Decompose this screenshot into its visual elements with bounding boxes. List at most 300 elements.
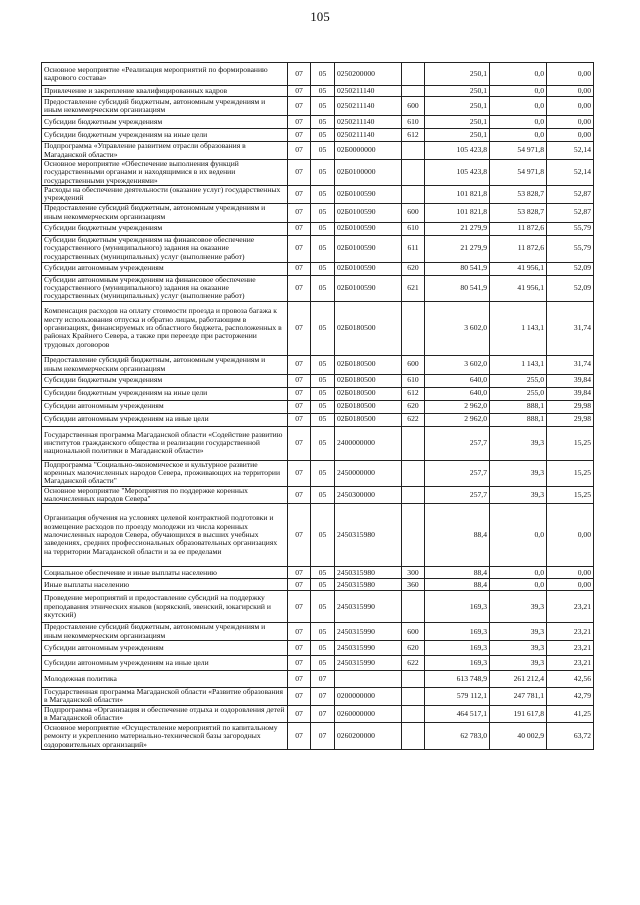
row-planned-amount: 80 541,9	[425, 262, 490, 275]
row-subsection: 05	[311, 656, 335, 671]
row-percent: 52,09	[547, 262, 594, 275]
row-planned-amount: 101 821,8	[425, 186, 490, 204]
table-row	[42, 116, 594, 129]
budget-table-body	[42, 63, 594, 750]
row-expense-type	[402, 301, 425, 355]
row-actual-amount: 39,3	[490, 486, 547, 504]
row-subsection: 05	[311, 387, 335, 400]
row-planned-amount: 464 517,1	[425, 705, 490, 723]
budget-table	[41, 62, 594, 750]
row-target-code: 2450315990	[335, 623, 402, 641]
row-section: 07	[288, 203, 311, 222]
table-row	[42, 235, 594, 262]
row-percent: 0,00	[547, 116, 594, 129]
row-target-code: 0250200000	[335, 63, 402, 86]
row-section: 07	[288, 387, 311, 400]
row-subsection: 05	[311, 222, 335, 235]
row-percent: 52,14	[547, 160, 594, 186]
row-planned-amount: 88,4	[425, 579, 490, 591]
row-subsection: 05	[311, 116, 335, 129]
row-actual-amount: 888,1	[490, 400, 547, 413]
row-planned-amount: 21 279,9	[425, 235, 490, 262]
row-expense-type: 620	[402, 641, 425, 656]
row-target-code: 02Б0100590	[335, 235, 402, 262]
table-row	[42, 186, 594, 204]
row-name: Предоставление субсидий бюджетным, автономным учреждениям и иным некоммерческим организациям	[42, 355, 288, 374]
row-percent: 23,21	[547, 641, 594, 656]
row-subsection: 05	[311, 142, 335, 160]
row-section: 07	[288, 275, 311, 301]
row-name: Субсидии автономным учреждениям на иные цели	[42, 656, 288, 671]
row-subsection: 05	[311, 641, 335, 656]
row-section: 07	[288, 235, 311, 262]
row-expense-type	[402, 723, 425, 750]
row-subsection: 07	[311, 705, 335, 723]
table-row	[42, 129, 594, 142]
row-target-code: 02Б0180500	[335, 374, 402, 387]
row-subsection: 05	[311, 186, 335, 204]
row-actual-amount: 39,3	[490, 623, 547, 641]
row-target-code: 02Б0100590	[335, 186, 402, 204]
row-expense-type: 300	[402, 567, 425, 579]
row-percent: 23,21	[547, 623, 594, 641]
row-expense-type: 610	[402, 374, 425, 387]
row-actual-amount: 1 143,1	[490, 301, 547, 355]
row-expense-type	[402, 142, 425, 160]
row-percent: 0,00	[547, 567, 594, 579]
row-target-code: 0250211140	[335, 129, 402, 142]
row-target-code: 2450315980	[335, 504, 402, 567]
row-expense-type: 622	[402, 413, 425, 426]
row-actual-amount: 888,1	[490, 413, 547, 426]
row-expense-type	[402, 688, 425, 706]
page-number: 105	[310, 9, 330, 24]
row-percent: 31,74	[547, 301, 594, 355]
row-section: 07	[288, 688, 311, 706]
row-target-code: 02Б0180500	[335, 413, 402, 426]
row-percent: 0,00	[547, 97, 594, 116]
row-planned-amount: 21 279,9	[425, 222, 490, 235]
row-planned-amount: 88,4	[425, 504, 490, 567]
row-target-code: 02Б0100590	[335, 275, 402, 301]
row-actual-amount: 39,3	[490, 591, 547, 623]
row-name: Субсидии бюджетным учреждениям на иные цели	[42, 129, 288, 142]
row-name: Молодежная политика	[42, 671, 288, 688]
row-subsection: 07	[311, 671, 335, 688]
row-percent: 0,00	[547, 63, 594, 86]
table-row	[42, 301, 594, 355]
row-name: Субсидии автономным учреждениям на финансовое обеспечение государственного (муниципального) задания на оказание государственных (муниципальных) услуг (выполнение работ)	[42, 275, 288, 301]
table-row	[42, 400, 594, 413]
row-target-code: 02Б0180500	[335, 387, 402, 400]
row-actual-amount: 0,0	[490, 504, 547, 567]
row-subsection: 05	[311, 160, 335, 186]
row-percent: 52,09	[547, 275, 594, 301]
row-planned-amount: 62 783,0	[425, 723, 490, 750]
row-subsection: 05	[311, 567, 335, 579]
row-section: 07	[288, 723, 311, 750]
row-actual-amount: 0,0	[490, 97, 547, 116]
row-actual-amount: 41 956,1	[490, 262, 547, 275]
row-planned-amount: 257,7	[425, 426, 490, 460]
row-expense-type: 610	[402, 116, 425, 129]
row-name: Основное мероприятие «Обеспечение выполнения функций государственными органами и находящимися в их ведении государственными учреждениями»	[42, 160, 288, 186]
table-row	[42, 160, 594, 186]
row-subsection: 05	[311, 591, 335, 623]
row-section: 07	[288, 374, 311, 387]
table-row	[42, 413, 594, 426]
row-actual-amount: 261 212,4	[490, 671, 547, 688]
row-subsection: 05	[311, 579, 335, 591]
row-section: 07	[288, 160, 311, 186]
row-section: 07	[288, 186, 311, 204]
row-section: 07	[288, 567, 311, 579]
row-target-code: 2450000000	[335, 460, 402, 486]
row-planned-amount: 105 423,8	[425, 142, 490, 160]
row-expense-type	[402, 460, 425, 486]
row-target-code: 02Б0100590	[335, 262, 402, 275]
row-name: Организация обучения на условиях целевой контрактной подготовки и возмещение расходов по проезду молодежи из числа коренных малочисленных народов Севера, обучающихся в высших учебных заведениях, средних профессиональных образовательных организациях на территории Магаданской области и за ее пределами	[42, 504, 288, 567]
row-name: Основное мероприятие «Реализация мероприятий по формированию кадрового состава»	[42, 63, 288, 86]
row-subsection: 05	[311, 426, 335, 460]
row-actual-amount: 39,3	[490, 641, 547, 656]
row-expense-type: 610	[402, 222, 425, 235]
row-percent: 52,87	[547, 186, 594, 204]
table-row	[42, 387, 594, 400]
row-section: 07	[288, 355, 311, 374]
row-planned-amount: 105 423,8	[425, 160, 490, 186]
row-subsection: 05	[311, 203, 335, 222]
row-name: Расходы на обеспечение деятельности (оказание услуг) государственных учреждений	[42, 186, 288, 204]
row-section: 07	[288, 579, 311, 591]
table-row	[42, 567, 594, 579]
row-planned-amount: 613 748,9	[425, 671, 490, 688]
row-actual-amount: 191 617,8	[490, 705, 547, 723]
row-section: 07	[288, 591, 311, 623]
row-percent: 0,00	[547, 579, 594, 591]
table-row	[42, 460, 594, 486]
row-name: Предоставление субсидий бюджетным, автономным учреждениям и иным некоммерческим организациям	[42, 623, 288, 641]
row-planned-amount: 101 821,8	[425, 203, 490, 222]
row-actual-amount: 0,0	[490, 579, 547, 591]
row-target-code: 2450315980	[335, 567, 402, 579]
row-name: Подпрограмма "Социально-экономическое и культурное развитие коренных малочисленных народов Севера, проживающих на территории Магаданской области"	[42, 460, 288, 486]
row-section: 07	[288, 426, 311, 460]
row-name: Предоставление субсидий бюджетным, автономным учреждениям и иным некоммерческим организациям	[42, 97, 288, 116]
row-expense-type: 612	[402, 387, 425, 400]
row-planned-amount: 257,7	[425, 486, 490, 504]
row-percent: 15,25	[547, 486, 594, 504]
row-expense-type: 612	[402, 129, 425, 142]
row-section: 07	[288, 301, 311, 355]
row-target-code: 02Б0180500	[335, 301, 402, 355]
row-name: Субсидии бюджетным учреждениям на финансовое обеспечение государственного (муниципального) задания на оказание государственных (муниципальных) услуг (выполнение работ)	[42, 235, 288, 262]
row-subsection: 07	[311, 723, 335, 750]
table-row	[42, 355, 594, 374]
row-actual-amount: 255,0	[490, 374, 547, 387]
row-expense-type	[402, 86, 425, 97]
row-name: Субсидии бюджетным учреждениям	[42, 116, 288, 129]
row-actual-amount: 11 872,6	[490, 235, 547, 262]
row-target-code: 2450315990	[335, 591, 402, 623]
table-row	[42, 656, 594, 671]
row-expense-type	[402, 504, 425, 567]
row-target-code: 02Б0100590	[335, 203, 402, 222]
row-planned-amount: 250,1	[425, 97, 490, 116]
table-row	[42, 275, 594, 301]
row-percent: 15,25	[547, 426, 594, 460]
row-percent: 55,79	[547, 235, 594, 262]
row-percent: 41,25	[547, 705, 594, 723]
row-planned-amount: 169,3	[425, 591, 490, 623]
row-subsection: 05	[311, 129, 335, 142]
row-subsection: 05	[311, 235, 335, 262]
row-name: Предоставление субсидий бюджетным, автономным учреждениям и иным некоммерческим организациям	[42, 203, 288, 222]
row-actual-amount: 41 956,1	[490, 275, 547, 301]
row-expense-type	[402, 426, 425, 460]
row-name: Подпрограмма «Организация и обеспечение отдыха и оздоровления детей в Магаданской области»	[42, 705, 288, 723]
row-target-code: 0260200000	[335, 723, 402, 750]
row-section: 07	[288, 705, 311, 723]
row-actual-amount: 255,0	[490, 387, 547, 400]
row-expense-type: 600	[402, 97, 425, 116]
row-target-code	[335, 671, 402, 688]
row-actual-amount: 0,0	[490, 63, 547, 86]
row-planned-amount: 250,1	[425, 116, 490, 129]
row-percent: 52,87	[547, 203, 594, 222]
row-target-code: 02Б0100000	[335, 160, 402, 186]
row-expense-type	[402, 705, 425, 723]
row-target-code: 0200000000	[335, 688, 402, 706]
row-actual-amount: 1 143,1	[490, 355, 547, 374]
table-row	[42, 374, 594, 387]
row-expense-type: 620	[402, 262, 425, 275]
row-actual-amount: 39,3	[490, 426, 547, 460]
row-subsection: 05	[311, 623, 335, 641]
row-planned-amount: 250,1	[425, 129, 490, 142]
row-actual-amount: 11 872,6	[490, 222, 547, 235]
row-section: 07	[288, 63, 311, 86]
row-actual-amount: 0,0	[490, 567, 547, 579]
row-subsection: 05	[311, 262, 335, 275]
table-row	[42, 591, 594, 623]
row-planned-amount: 579 112,1	[425, 688, 490, 706]
row-actual-amount: 0,0	[490, 116, 547, 129]
row-section: 07	[288, 262, 311, 275]
row-target-code: 2400000000	[335, 426, 402, 460]
row-section: 07	[288, 623, 311, 641]
row-actual-amount: 40 002,9	[490, 723, 547, 750]
row-actual-amount: 54 971,8	[490, 142, 547, 160]
row-planned-amount: 2 962,0	[425, 400, 490, 413]
table-row	[42, 142, 594, 160]
row-actual-amount: 39,3	[490, 656, 547, 671]
row-subsection: 05	[311, 355, 335, 374]
row-name: Подпрограмма «Управление развитием отрасли образования в Магаданской области»	[42, 142, 288, 160]
row-percent: 39,84	[547, 374, 594, 387]
row-expense-type	[402, 591, 425, 623]
table-row	[42, 688, 594, 706]
row-section: 07	[288, 413, 311, 426]
row-expense-type	[402, 186, 425, 204]
table-row	[42, 97, 594, 116]
row-expense-type: 600	[402, 623, 425, 641]
row-subsection: 05	[311, 460, 335, 486]
row-name: Субсидии бюджетным учреждениям на иные цели	[42, 387, 288, 400]
row-name: Привлечение и закрепление квалифицированных кадров	[42, 86, 288, 97]
row-actual-amount: 247 781,1	[490, 688, 547, 706]
row-planned-amount: 640,0	[425, 387, 490, 400]
row-expense-type	[402, 486, 425, 504]
row-subsection: 05	[311, 301, 335, 355]
row-section: 07	[288, 116, 311, 129]
row-name: Социальное обеспечение и иные выплаты населению	[42, 567, 288, 579]
table-row	[42, 671, 594, 688]
row-planned-amount: 169,3	[425, 623, 490, 641]
row-name: Субсидии бюджетным учреждениям	[42, 222, 288, 235]
table-row	[42, 579, 594, 591]
row-section: 07	[288, 400, 311, 413]
row-name: Государственная программа Магаданской области «Содействие развитию институтов гражданского общества и реализации государственной национальной политики в Магаданской области»	[42, 426, 288, 460]
table-row	[42, 86, 594, 97]
row-planned-amount: 3 602,0	[425, 301, 490, 355]
table-row	[42, 63, 594, 86]
row-percent: 52,14	[547, 142, 594, 160]
row-actual-amount: 0,0	[490, 129, 547, 142]
row-subsection: 05	[311, 86, 335, 97]
row-expense-type: 620	[402, 400, 425, 413]
table-row	[42, 705, 594, 723]
row-name: Субсидии автономным учреждениям	[42, 641, 288, 656]
row-planned-amount: 257,7	[425, 460, 490, 486]
row-subsection: 07	[311, 688, 335, 706]
row-target-code: 2450315990	[335, 656, 402, 671]
row-actual-amount: 54 971,8	[490, 160, 547, 186]
row-expense-type: 600	[402, 203, 425, 222]
row-target-code: 02Б0100590	[335, 222, 402, 235]
row-subsection: 05	[311, 504, 335, 567]
row-section: 07	[288, 486, 311, 504]
row-expense-type	[402, 63, 425, 86]
row-section: 07	[288, 656, 311, 671]
row-percent: 63,72	[547, 723, 594, 750]
row-percent: 0,00	[547, 504, 594, 567]
row-name: Государственная программа Магаданской области «Развитие образования в Магаданской области»	[42, 688, 288, 706]
row-percent: 29,98	[547, 413, 594, 426]
row-section: 07	[288, 142, 311, 160]
row-target-code: 2450315990	[335, 641, 402, 656]
row-subsection: 05	[311, 400, 335, 413]
table-row	[42, 262, 594, 275]
row-percent: 39,84	[547, 387, 594, 400]
row-planned-amount: 250,1	[425, 63, 490, 86]
row-subsection: 05	[311, 275, 335, 301]
table-row	[42, 203, 594, 222]
table-row	[42, 723, 594, 750]
row-section: 07	[288, 460, 311, 486]
row-percent: 42,79	[547, 688, 594, 706]
row-percent: 15,25	[547, 460, 594, 486]
row-name: Проведение мероприятий и предоставление субсидий на поддержку преподавания этнических языков (корякский, эвенский, юкагирский и якутский)	[42, 591, 288, 623]
row-name: Субсидии автономным учреждениям	[42, 400, 288, 413]
row-subsection: 05	[311, 97, 335, 116]
row-planned-amount: 2 962,0	[425, 413, 490, 426]
row-actual-amount: 53 828,7	[490, 203, 547, 222]
row-target-code: 02Б0180500	[335, 355, 402, 374]
row-target-code: 2450300000	[335, 486, 402, 504]
row-name: Основное мероприятие «Осуществление мероприятий по капитальному ремонту и укреплению материально-технической базы загородных оздоровительных организаций»	[42, 723, 288, 750]
row-actual-amount: 53 828,7	[490, 186, 547, 204]
row-target-code: 2450315980	[335, 579, 402, 591]
row-name: Субсидии автономным учреждениям на иные цели	[42, 413, 288, 426]
row-actual-amount: 0,0	[490, 86, 547, 97]
row-name: Субсидии бюджетным учреждениям	[42, 374, 288, 387]
row-planned-amount: 169,3	[425, 641, 490, 656]
row-subsection: 05	[311, 413, 335, 426]
row-name: Основное мероприятие "Мероприятия по поддержке коренных малочисленных народов Севера"	[42, 486, 288, 504]
row-section: 07	[288, 86, 311, 97]
row-section: 07	[288, 129, 311, 142]
row-planned-amount: 80 541,9	[425, 275, 490, 301]
row-target-code: 0250211140	[335, 97, 402, 116]
row-subsection: 05	[311, 63, 335, 86]
table-row	[42, 222, 594, 235]
table-row	[42, 641, 594, 656]
row-percent: 0,00	[547, 129, 594, 142]
table-row	[42, 623, 594, 641]
row-name: Иные выплаты населению	[42, 579, 288, 591]
row-subsection: 05	[311, 486, 335, 504]
row-target-code: 02Б0180500	[335, 400, 402, 413]
row-planned-amount: 88,4	[425, 567, 490, 579]
row-target-code: 0260000000	[335, 705, 402, 723]
row-expense-type: 611	[402, 235, 425, 262]
row-expense-type	[402, 671, 425, 688]
row-percent: 23,21	[547, 656, 594, 671]
row-percent: 42,56	[547, 671, 594, 688]
row-percent: 29,98	[547, 400, 594, 413]
row-planned-amount: 3 602,0	[425, 355, 490, 374]
table-row	[42, 486, 594, 504]
row-planned-amount: 250,1	[425, 86, 490, 97]
row-actual-amount: 39,3	[490, 460, 547, 486]
row-percent: 31,74	[547, 355, 594, 374]
row-percent: 23,21	[547, 591, 594, 623]
row-subsection: 05	[311, 374, 335, 387]
row-target-code: 0250211140	[335, 86, 402, 97]
row-expense-type	[402, 160, 425, 186]
row-name: Субсидии автономным учреждениям	[42, 262, 288, 275]
row-expense-type: 621	[402, 275, 425, 301]
row-section: 07	[288, 671, 311, 688]
row-target-code: 0250211140	[335, 116, 402, 129]
row-planned-amount: 640,0	[425, 374, 490, 387]
row-planned-amount: 169,3	[425, 656, 490, 671]
row-section: 07	[288, 222, 311, 235]
row-percent: 55,79	[547, 222, 594, 235]
row-section: 07	[288, 97, 311, 116]
row-section: 07	[288, 641, 311, 656]
row-expense-type: 622	[402, 656, 425, 671]
row-target-code: 02Б0000000	[335, 142, 402, 160]
row-percent: 0,00	[547, 86, 594, 97]
row-name: Компенсация расходов на оплату стоимости проезда и провоза багажа к месту использования отпуска и обратно лицам, работающим в организациях, финансируемых из областного бюджета, расположенных в районах Крайнего Севера, а также при переезде при расторжении трудовых договоров	[42, 301, 288, 355]
row-expense-type: 360	[402, 579, 425, 591]
table-row	[42, 426, 594, 460]
table-row	[42, 504, 594, 567]
row-expense-type: 600	[402, 355, 425, 374]
row-section: 07	[288, 504, 311, 567]
